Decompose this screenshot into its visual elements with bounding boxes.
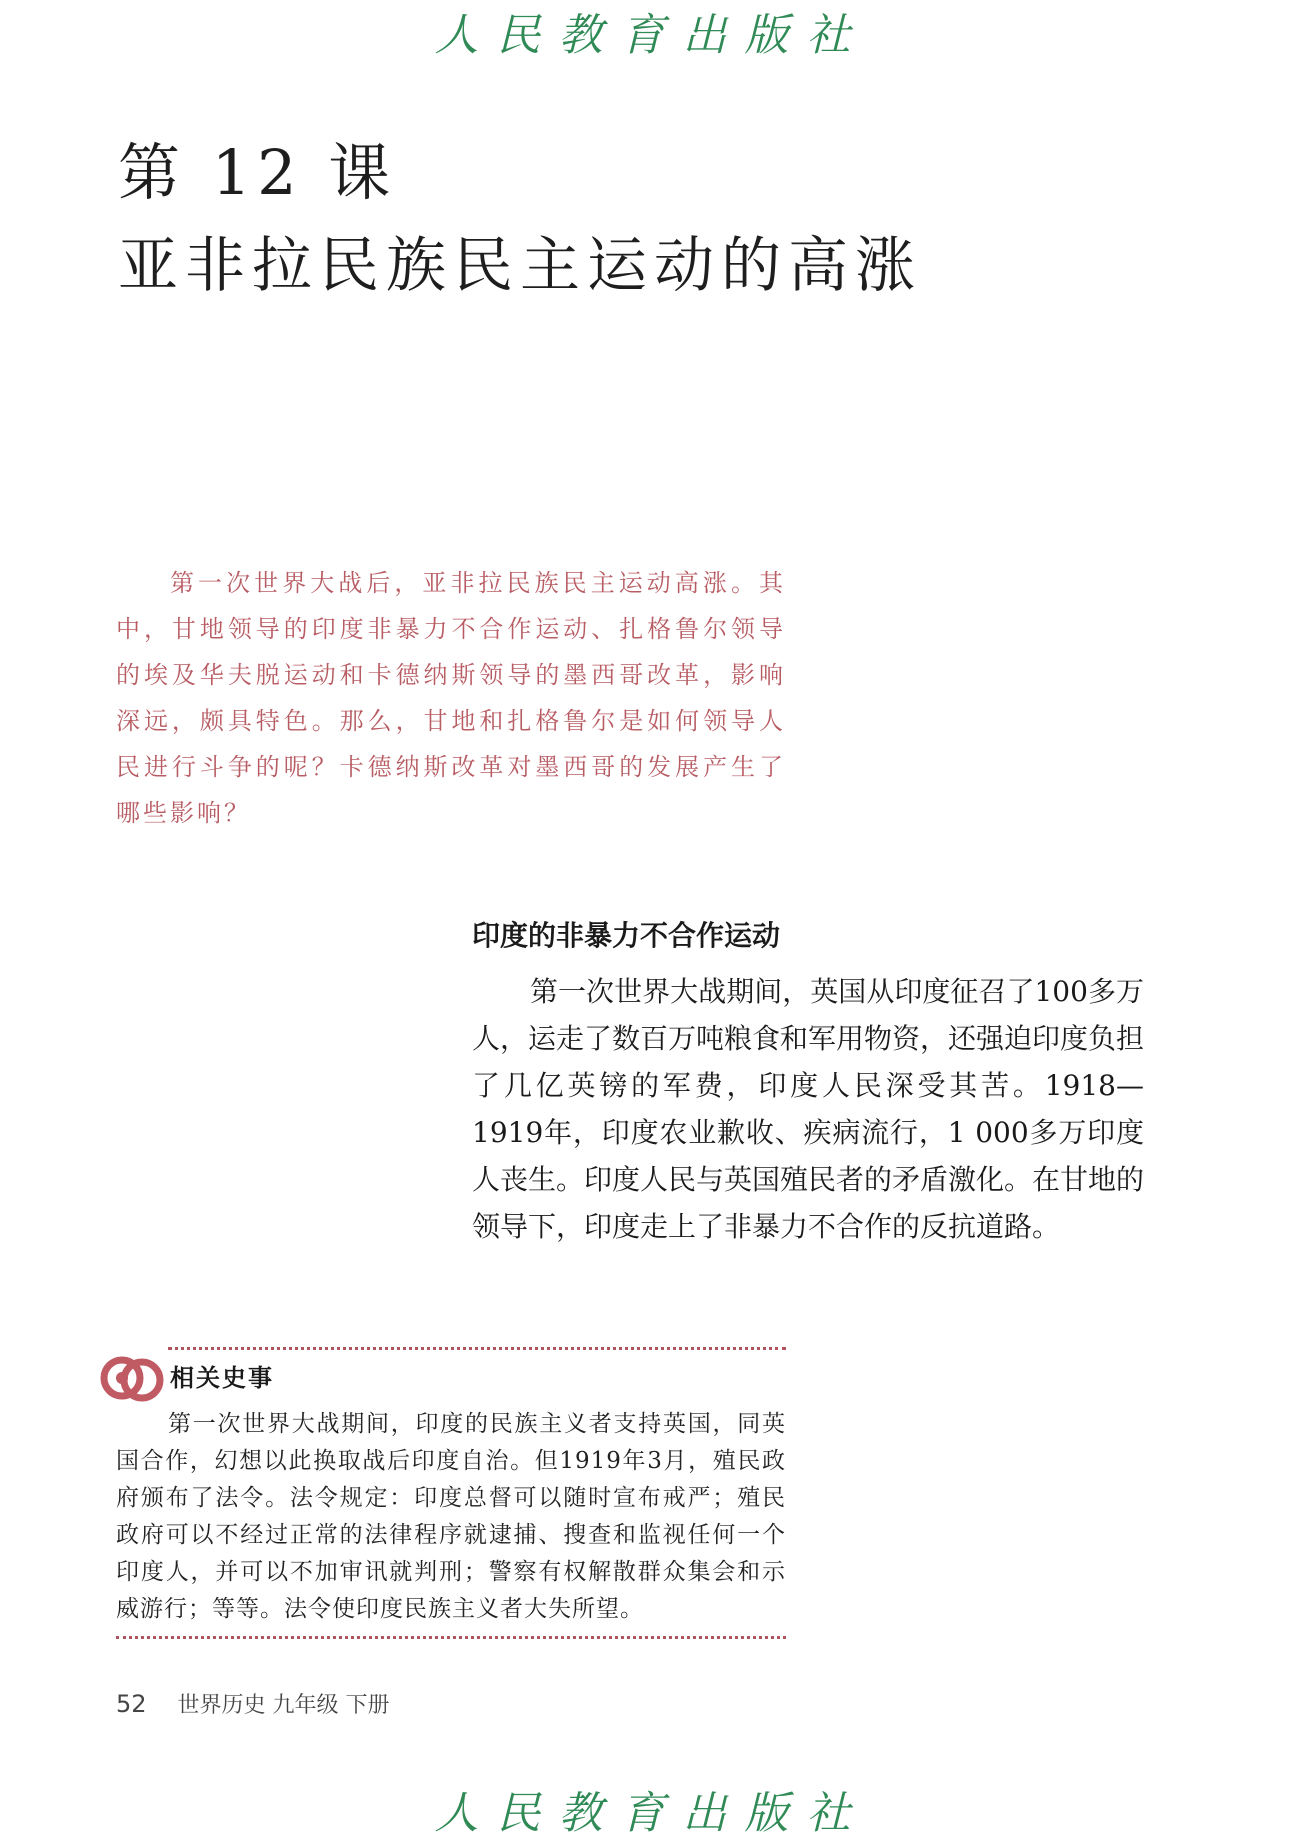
section-body: 第一次世界大战期间，英国从印度征召了100多万人，运走了数百万吨粮食和军用物资，还强迫印度负担了几亿英镑的军费，印度人民深受其苦。1918—1919年，印度农业歉收、疾病流行，1 000多万印度人丧生。印度人民与英国殖民者的矛盾激化。在甘地的领导下，印度走上了非暴力不合作的反抗道路。 <box>472 975 1145 1243</box>
related-top-divider <box>168 1347 786 1350</box>
book-title: 世界历史 九年级 下册 <box>177 1693 390 1718</box>
publisher-logo-top: 人民教育出版社 <box>434 10 869 61</box>
related-history-body: 第一次世界大战期间，印度的民族主义者支持英国，同英国合作，幻想以此换取战后印度自治。但1919年3月，殖民政府颁布了法令。法令规定：印度总督可以随时宣布戒严；殖民政府可以不经过正常的法律程序就逮捕、搜查和监视任何一个印度人，并可以不加审讯就判刑；警察有权解散群众集会和示威游行；等等。法令使印度民族主义者大失所望。 <box>116 1411 786 1622</box>
related-bottom-divider <box>116 1636 786 1639</box>
lesson-title: 亚非拉民族民主运动的高涨 <box>118 231 922 301</box>
related-history-label: 相关史事 <box>170 1364 274 1392</box>
related-history-icon <box>100 1348 166 1410</box>
publisher-logo-bottom: 人民教育出版社 <box>434 1788 869 1839</box>
section-heading: 印度的非暴力不合作运动 <box>472 919 781 952</box>
lesson-number: 第 12 课 <box>118 136 397 209</box>
intro-paragraph: 第一次世界大战后，亚非拉民族民主运动高涨。其中，甘地领导的印度非暴力不合作运动、扎格鲁尔领导的埃及华夫脱运动和卡德纳斯领导的墨西哥改革，影响深远，颇具特色。那么，甘地和扎格鲁尔是如何领导人民进行斗争的呢？卡德纳斯改革对墨西哥的发展产生了哪些影响？ <box>116 569 786 827</box>
page-number: 52 <box>116 1690 147 1718</box>
page-footer <box>116 1692 390 1717</box>
